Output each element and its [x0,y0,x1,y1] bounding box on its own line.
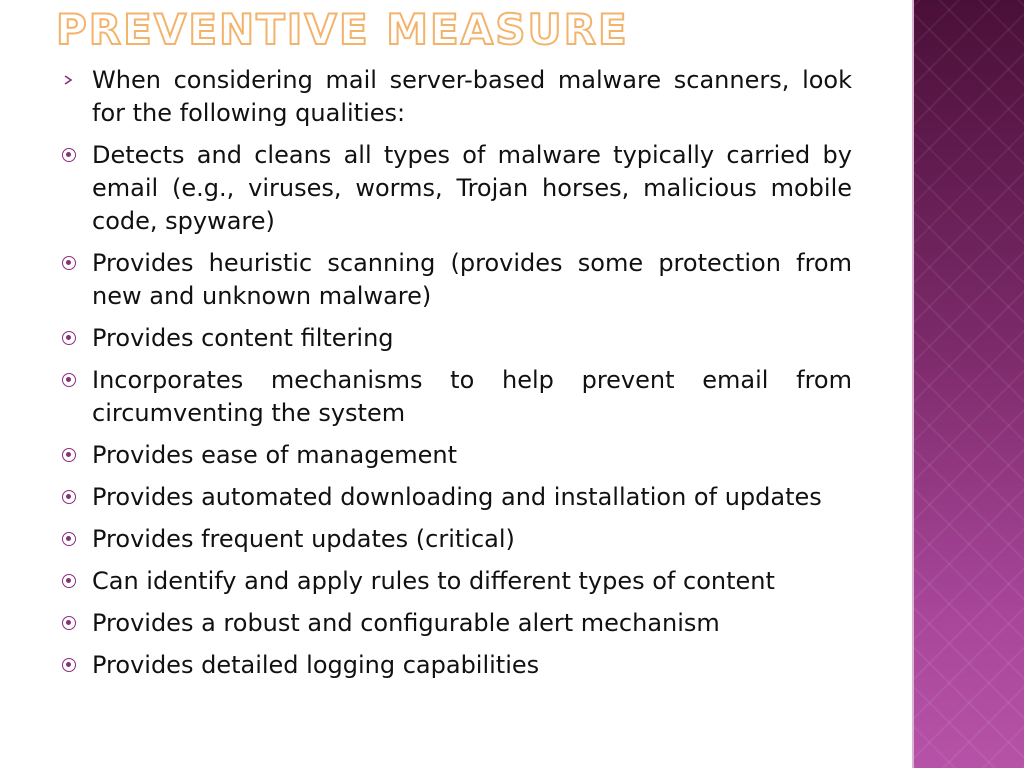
intro-text: When considering mail server-based malware scanners, look for the following qualities: [92,66,852,127]
slide-title: PREVENTIVE MEASURE [56,5,629,54]
list-item-text: Provides ease of management [92,441,457,469]
bullet-list [60,64,852,691]
list-item [60,523,852,556]
list-item [60,322,852,355]
list-item-text: Can identify and apply rules to different types of content [92,567,775,595]
list-item-text: Provides a robust and configurable alert mechanism [92,609,720,637]
list-item [60,481,852,514]
list-item-text: Provides content filtering [92,324,394,352]
circle-bullet-icon [62,331,76,345]
circle-bullet-icon [62,490,76,504]
list-item-text: Provides automated downloading and installation of updates [92,483,822,511]
list-item-text: Incorporates mechanisms to help prevent email from circumventing the system [92,366,852,427]
circle-bullet-icon [62,148,76,162]
list-item-text: Provides frequent updates (critical) [92,525,515,553]
circle-bullet-icon [62,448,76,462]
list-item-text: Provides detailed logging capabilities [92,651,540,679]
intro-item [60,64,852,130]
list-item-text: Provides heuristic scanning (provides some protection from new and unknown malware) [92,249,852,310]
list-item [60,565,852,598]
circle-bullet-icon [62,256,76,270]
circle-bullet-icon [62,574,76,588]
circle-bullet-icon [62,658,76,672]
arrow-bullet-icon [62,74,74,86]
list-item [60,139,852,238]
circle-bullet-icon [62,532,76,546]
decorative-side-panel [912,0,1024,768]
list-item [60,649,852,682]
list-item [60,439,852,472]
list-item [60,364,852,430]
circle-bullet-icon [62,373,76,387]
list-item [60,247,852,313]
circle-bullet-icon [62,616,76,630]
list-item-text: Detects and cleans all types of malware typically carried by email (e.g., viruses, worms, Trojan horses, malicious mobile code, spyware) [92,141,852,235]
list-item [60,607,852,640]
